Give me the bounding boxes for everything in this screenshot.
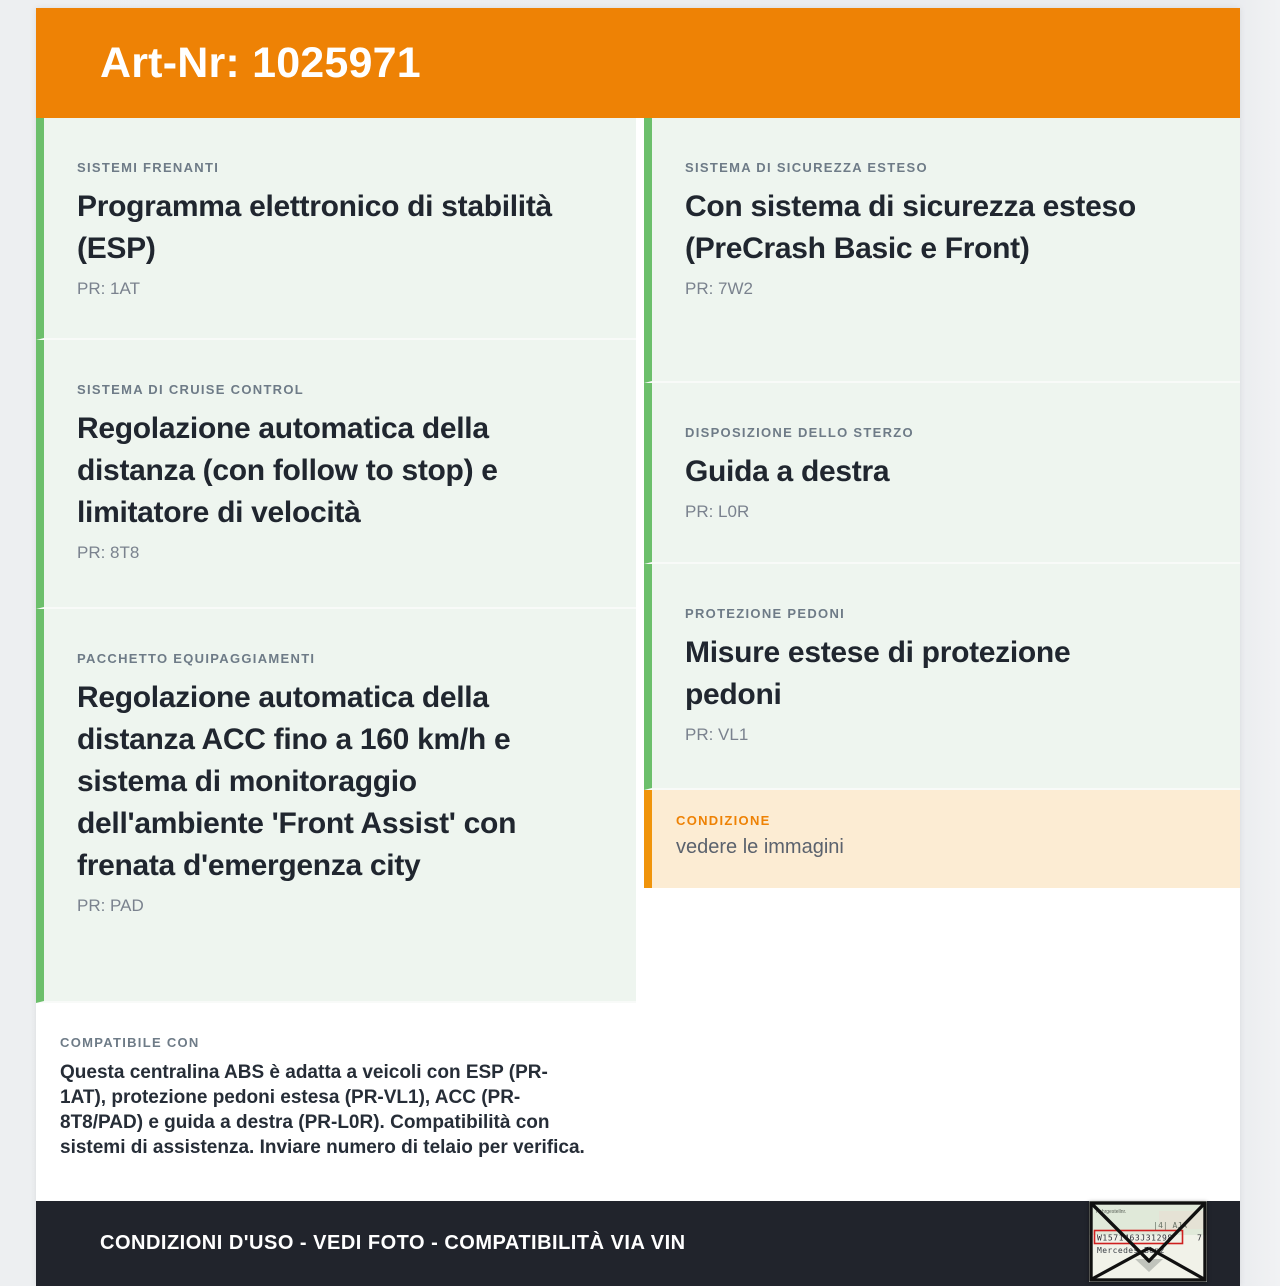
spec-card-label: PACCHETTO EQUIPAGGIAMENTI [77,651,316,666]
spec-card-title: Regolazione automatica della distanza ACC fino a 160 km/h e sistema di monitoraggio dell'ambiente 'Front Assist' con frenata d'emergenza city [77,681,517,882]
spec-card-pr-code: PR: 7W2 [685,279,754,298]
footer-usage-note: CONDIZIONI D'USO - VEDI FOTO - COMPATIBILITÀ VIA VIN [100,1232,686,1254]
spec-card-pr-code: PR: VL1 [685,725,749,744]
spec-card-title: Regolazione automatica della distanza (con follow to stop) e limitatore di velocità [77,412,498,529]
condition-card [644,790,1240,888]
vin-caption: Fahrgestellnr. [1096,1209,1127,1215]
vin-brand-text: Mercedes-Benz [1097,1246,1165,1255]
vin-line-above: |4| AJA [1153,1221,1187,1230]
spec-card-pr-code: PR: L0R [685,502,750,521]
spec-card-title: Programma elettronico di stabilità (ESP) [77,190,552,265]
right-column-filler [644,888,1240,1201]
spec-card-cruise-control [36,340,636,609]
spec-card-pr-code: PR: 8T8 [77,543,140,562]
condition-label: CONDIZIONE [676,813,771,828]
condition-value: vedere le immagini [676,836,844,858]
spec-card-label: SISTEMA DI CRUISE CONTROL [77,382,305,397]
listing-panel [36,8,1240,1286]
listing-header [36,8,1240,118]
left-column [36,118,636,1201]
spec-card-label: DISPOSIZIONE DELLO STERZO [685,425,914,440]
spec-card-title: Misure estese di protezione pedoni [685,636,1071,711]
article-number-title: Art-Nr: 1025971 [100,38,421,87]
vin-number-suffix: 7 [1197,1233,1202,1243]
compatibility-section [36,1003,636,1201]
compatibility-text: Questa centralina ABS è adatta a veicoli con ESP (PR-1AT), protezione pedoni estesa (PR-VL1), ACC (PR-8T8/PAD) e guida a destra (PR-L0R). Compatibilità con sistemi di assistenza. Inviare numero di telaio per verifica. [60,1062,585,1158]
spec-card-steering [644,383,1240,564]
compatibility-label: COMPATIBILE CON [60,1035,200,1050]
spec-card-title: Con sistema di sicurezza esteso (PreCrash Basic e Front) [685,190,1136,265]
spec-columns [36,118,1240,1201]
spec-card-safety-system [644,118,1240,383]
right-column [644,118,1240,1201]
spec-card-pedestrian-protection [644,564,1240,790]
spec-card-brakes [36,118,636,340]
vin-number: W1571463J31298 [1097,1233,1173,1243]
spec-card-title: Guida a destra [685,455,890,488]
footer-bar [36,1201,1240,1286]
spec-card-equipment-package [36,609,636,1003]
spec-card-pr-code: PR: PAD [77,896,144,915]
spec-card-label: SISTEMI FRENANTI [77,160,220,175]
spec-card-label: SISTEMA DI SICUREZZA ESTESO [685,160,928,175]
vin-document-image [1089,1201,1207,1282]
spec-card-label: PROTEZIONE PEDONI [685,606,846,621]
spec-card-pr-code: PR: 1AT [77,279,140,298]
